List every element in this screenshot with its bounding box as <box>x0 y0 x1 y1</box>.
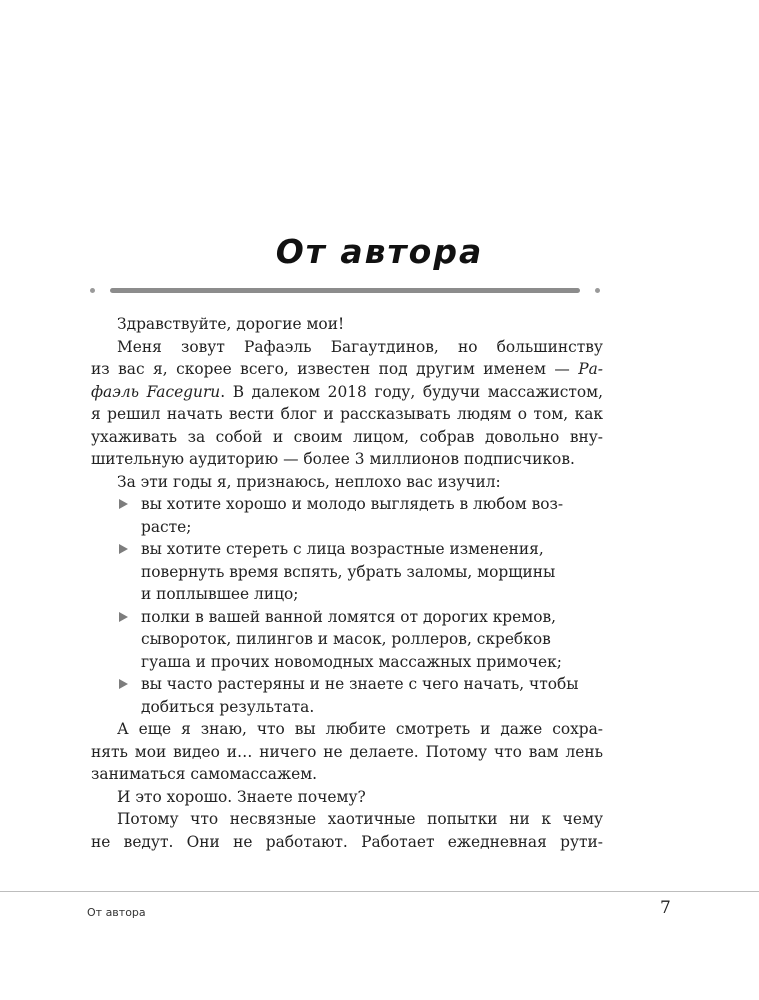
text-line: вы хотите хорошо и молодо выглядеть в любом воз- <box>141 495 564 513</box>
text-line: И это хорошо. Знаете почему? <box>117 787 366 806</box>
text-line: расте; <box>141 517 192 536</box>
text-line: Потому что несвязные хаотичные попытки ни к чему <box>117 810 603 828</box>
text-line <box>91 358 603 381</box>
bullet-item <box>91 538 603 606</box>
chapter-title: От автора <box>275 232 484 271</box>
bullet-triangle-icon <box>119 679 128 689</box>
paragraph-videos <box>91 718 603 786</box>
text-fragment: . В далеком 2018 году, будучи массажистом, <box>220 382 603 401</box>
bullet-item <box>91 493 603 538</box>
title-divider <box>90 287 600 295</box>
paragraph-why <box>91 786 603 809</box>
bullet-item <box>91 606 603 674</box>
text-line: Здравствуйте, дорогие мои! <box>117 315 345 333</box>
divider-bar <box>110 288 580 293</box>
footer-rule <box>0 891 759 892</box>
text-line: заниматься самомассажем. <box>91 765 318 783</box>
text-line: А еще я знаю, что вы любите смотреть и даже сохра- <box>117 720 603 738</box>
page-number: 7 <box>660 898 671 918</box>
italic-name: Ра- <box>578 360 603 378</box>
text-line: вы часто растеряны и не знаете с чего начать, чтобы <box>141 675 579 693</box>
text-line: Меня зовут Рафаэль Багаутдинов, но большинству <box>117 337 603 356</box>
divider-dot-right-icon <box>595 288 600 293</box>
text-line: не ведут. Они не работают. Работает ежедневная рути- <box>91 832 603 851</box>
text-line: гуаша и прочих новомодных массажных примочек; <box>141 652 562 671</box>
italic-name: фаэль Faceguru <box>91 382 221 401</box>
bullet-triangle-icon <box>119 544 128 554</box>
text-line: повернуть время вспять, убрать заломы, морщины <box>141 562 556 581</box>
bullet-triangle-icon <box>119 612 128 622</box>
divider-dot-left-icon <box>90 288 95 293</box>
bullet-triangle-icon <box>119 499 128 509</box>
text-line: нять мои видео и… ничего не делаете. Потому что вам лень <box>91 742 603 761</box>
text-line: За эти годы я, признаюсь, неплохо вас изучил: <box>117 472 501 491</box>
text-line: полки в вашей ванной ломятся от дорогих кремов, <box>141 607 557 626</box>
text-line: сывороток, пилингов и масок, роллеров, скребков <box>141 630 551 648</box>
chapter-body <box>91 313 603 853</box>
paragraph-introduction <box>91 336 603 471</box>
text-line: шительную аудиторию — более 3 миллионов подписчиков. <box>91 450 575 468</box>
text-line <box>91 381 603 404</box>
running-footer-title: От автора <box>87 906 146 919</box>
text-fragment: из вас я, скорее всего, известен под другим именем — <box>91 360 579 378</box>
paragraph-routine <box>91 808 603 853</box>
text-line: я решил начать вести блог и рассказывать людям о том, как <box>91 405 603 423</box>
text-line: добиться результата. <box>141 697 315 716</box>
text-line: и поплывшее лицо; <box>141 585 299 603</box>
paragraph-intro-list <box>91 471 603 494</box>
text-line: вы хотите стереть с лица возрастные изменения, <box>141 540 544 558</box>
text-line: ухаживать за собой и своим лицом, собрав довольно вну- <box>91 427 603 446</box>
bullet-item <box>91 673 603 718</box>
paragraph-greeting <box>91 313 603 336</box>
